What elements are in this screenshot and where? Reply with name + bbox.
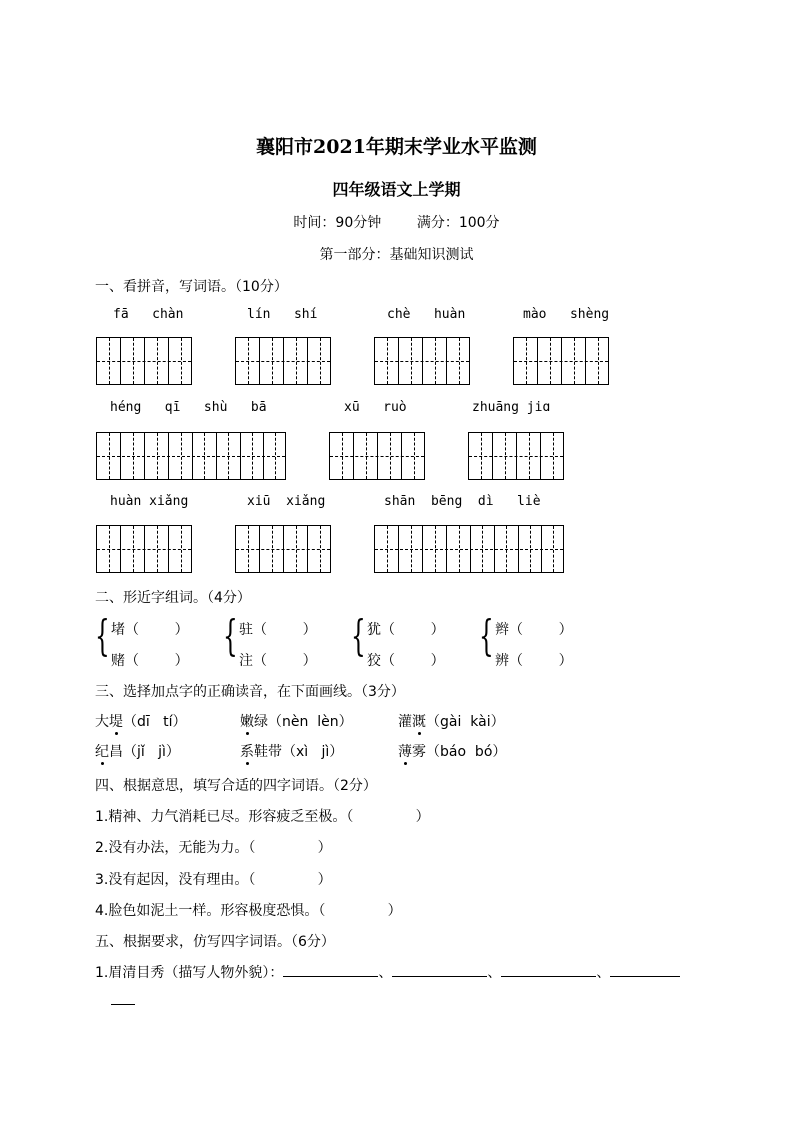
- writing-grid[interactable]: [329, 432, 425, 480]
- fill-item[interactable]: 3.没有起因，没有理由。（ ）: [95, 872, 332, 888]
- writing-grid[interactable]: [468, 432, 564, 480]
- reading-choice[interactable]: 纪昌（jǐ jì）: [95, 741, 180, 761]
- writing-grid[interactable]: [96, 432, 286, 480]
- page-title: 襄阳市2021年期末学业水平监测: [256, 136, 537, 158]
- answer-line[interactable]: [501, 962, 596, 977]
- reading-choice[interactable]: 系鞋带（xì jì）: [240, 741, 343, 761]
- reading-choice[interactable]: 大堤（dī tí）: [95, 711, 187, 731]
- dotted-char: 薄: [398, 741, 412, 761]
- pinyin: lín shí: [247, 307, 318, 322]
- time-score: 时间：90分钟 满分：100分: [293, 215, 500, 231]
- part-title: 第一部分：基础知识测试: [319, 247, 474, 263]
- pinyin: héng qī shù bā: [110, 400, 267, 415]
- reading-choice[interactable]: 薄雾（báo bó）: [398, 741, 506, 761]
- answer-line[interactable]: [392, 962, 487, 977]
- q5-heading: 五、根据要求，仿写四字词语。（6分）: [95, 934, 335, 950]
- page-subtitle: 四年级语文上学期: [332, 180, 461, 199]
- word-blank[interactable]: 狡（ ）: [367, 653, 445, 669]
- pinyin: fā chàn: [113, 307, 184, 322]
- dotted-char: 溉: [412, 711, 426, 731]
- writing-grid[interactable]: [96, 525, 192, 573]
- dotted-char: 纪: [95, 741, 109, 761]
- reading-choice[interactable]: 嫩绿（nèn lèn）: [240, 711, 353, 731]
- q4-heading: 四、根据意思，填写合适的四字词语。（2分）: [95, 778, 377, 794]
- pinyin: xū ruò: [344, 400, 407, 415]
- brace-icon: {: [223, 611, 238, 660]
- pinyin: chè huàn: [387, 307, 466, 322]
- word-blank[interactable]: 辫（ ）: [495, 622, 573, 638]
- pinyin: zhuāng jiɑ: [472, 400, 551, 415]
- fill-item[interactable]: 4.脸色如泥土一样。形容极度恐惧。（ ）: [95, 903, 402, 919]
- word-blank[interactable]: 注（ ）: [239, 653, 317, 669]
- q3-heading: 三、选择加点字的正确读音，在下面画线。（3分）: [95, 684, 405, 700]
- writing-grid[interactable]: [513, 337, 609, 385]
- dotted-char: 堤: [109, 711, 123, 731]
- dotted-char: 系: [240, 741, 254, 761]
- word-blank[interactable]: 堵（ ）: [111, 622, 189, 638]
- q1-heading: 一、看拼音，写词语。（10分）: [95, 279, 288, 295]
- reading-choice[interactable]: 灌溉（gài kài）: [398, 711, 505, 731]
- q2-heading: 二、形近字组词。（4分）: [95, 590, 251, 606]
- pinyin: mào shèng: [523, 307, 610, 322]
- word-blank[interactable]: 驻（ ）: [239, 622, 317, 638]
- pinyin: xiū xiǎng: [247, 494, 326, 509]
- writing-grid[interactable]: [235, 337, 331, 385]
- imitation-item: 1.眉清目秀（描写人物外貌）： 、 、 、: [95, 962, 680, 982]
- pinyin: huàn xiǎng: [110, 494, 189, 509]
- answer-line[interactable]: [610, 962, 680, 977]
- word-blank[interactable]: 赌（ ）: [111, 653, 189, 669]
- brace-icon: {: [95, 611, 110, 660]
- fill-item[interactable]: 1.精神、力气消耗已尽。形容疲乏至极。（ ）: [95, 809, 430, 825]
- brace-icon: {: [351, 611, 366, 660]
- pinyin: shān bēng dì liè: [384, 494, 541, 509]
- answer-line[interactable]: [111, 1004, 135, 1005]
- writing-grid[interactable]: [374, 525, 564, 573]
- word-blank[interactable]: 辨（ ）: [495, 653, 573, 669]
- dotted-char: 嫩: [240, 711, 254, 731]
- writing-grid[interactable]: [374, 337, 470, 385]
- writing-grid[interactable]: [96, 337, 192, 385]
- brace-icon: {: [479, 611, 494, 660]
- writing-grid[interactable]: [235, 525, 331, 573]
- word-blank[interactable]: 犹（ ）: [367, 622, 445, 638]
- answer-line[interactable]: [283, 962, 378, 977]
- fill-item[interactable]: 2.没有办法，无能为力。（ ）: [95, 840, 332, 856]
